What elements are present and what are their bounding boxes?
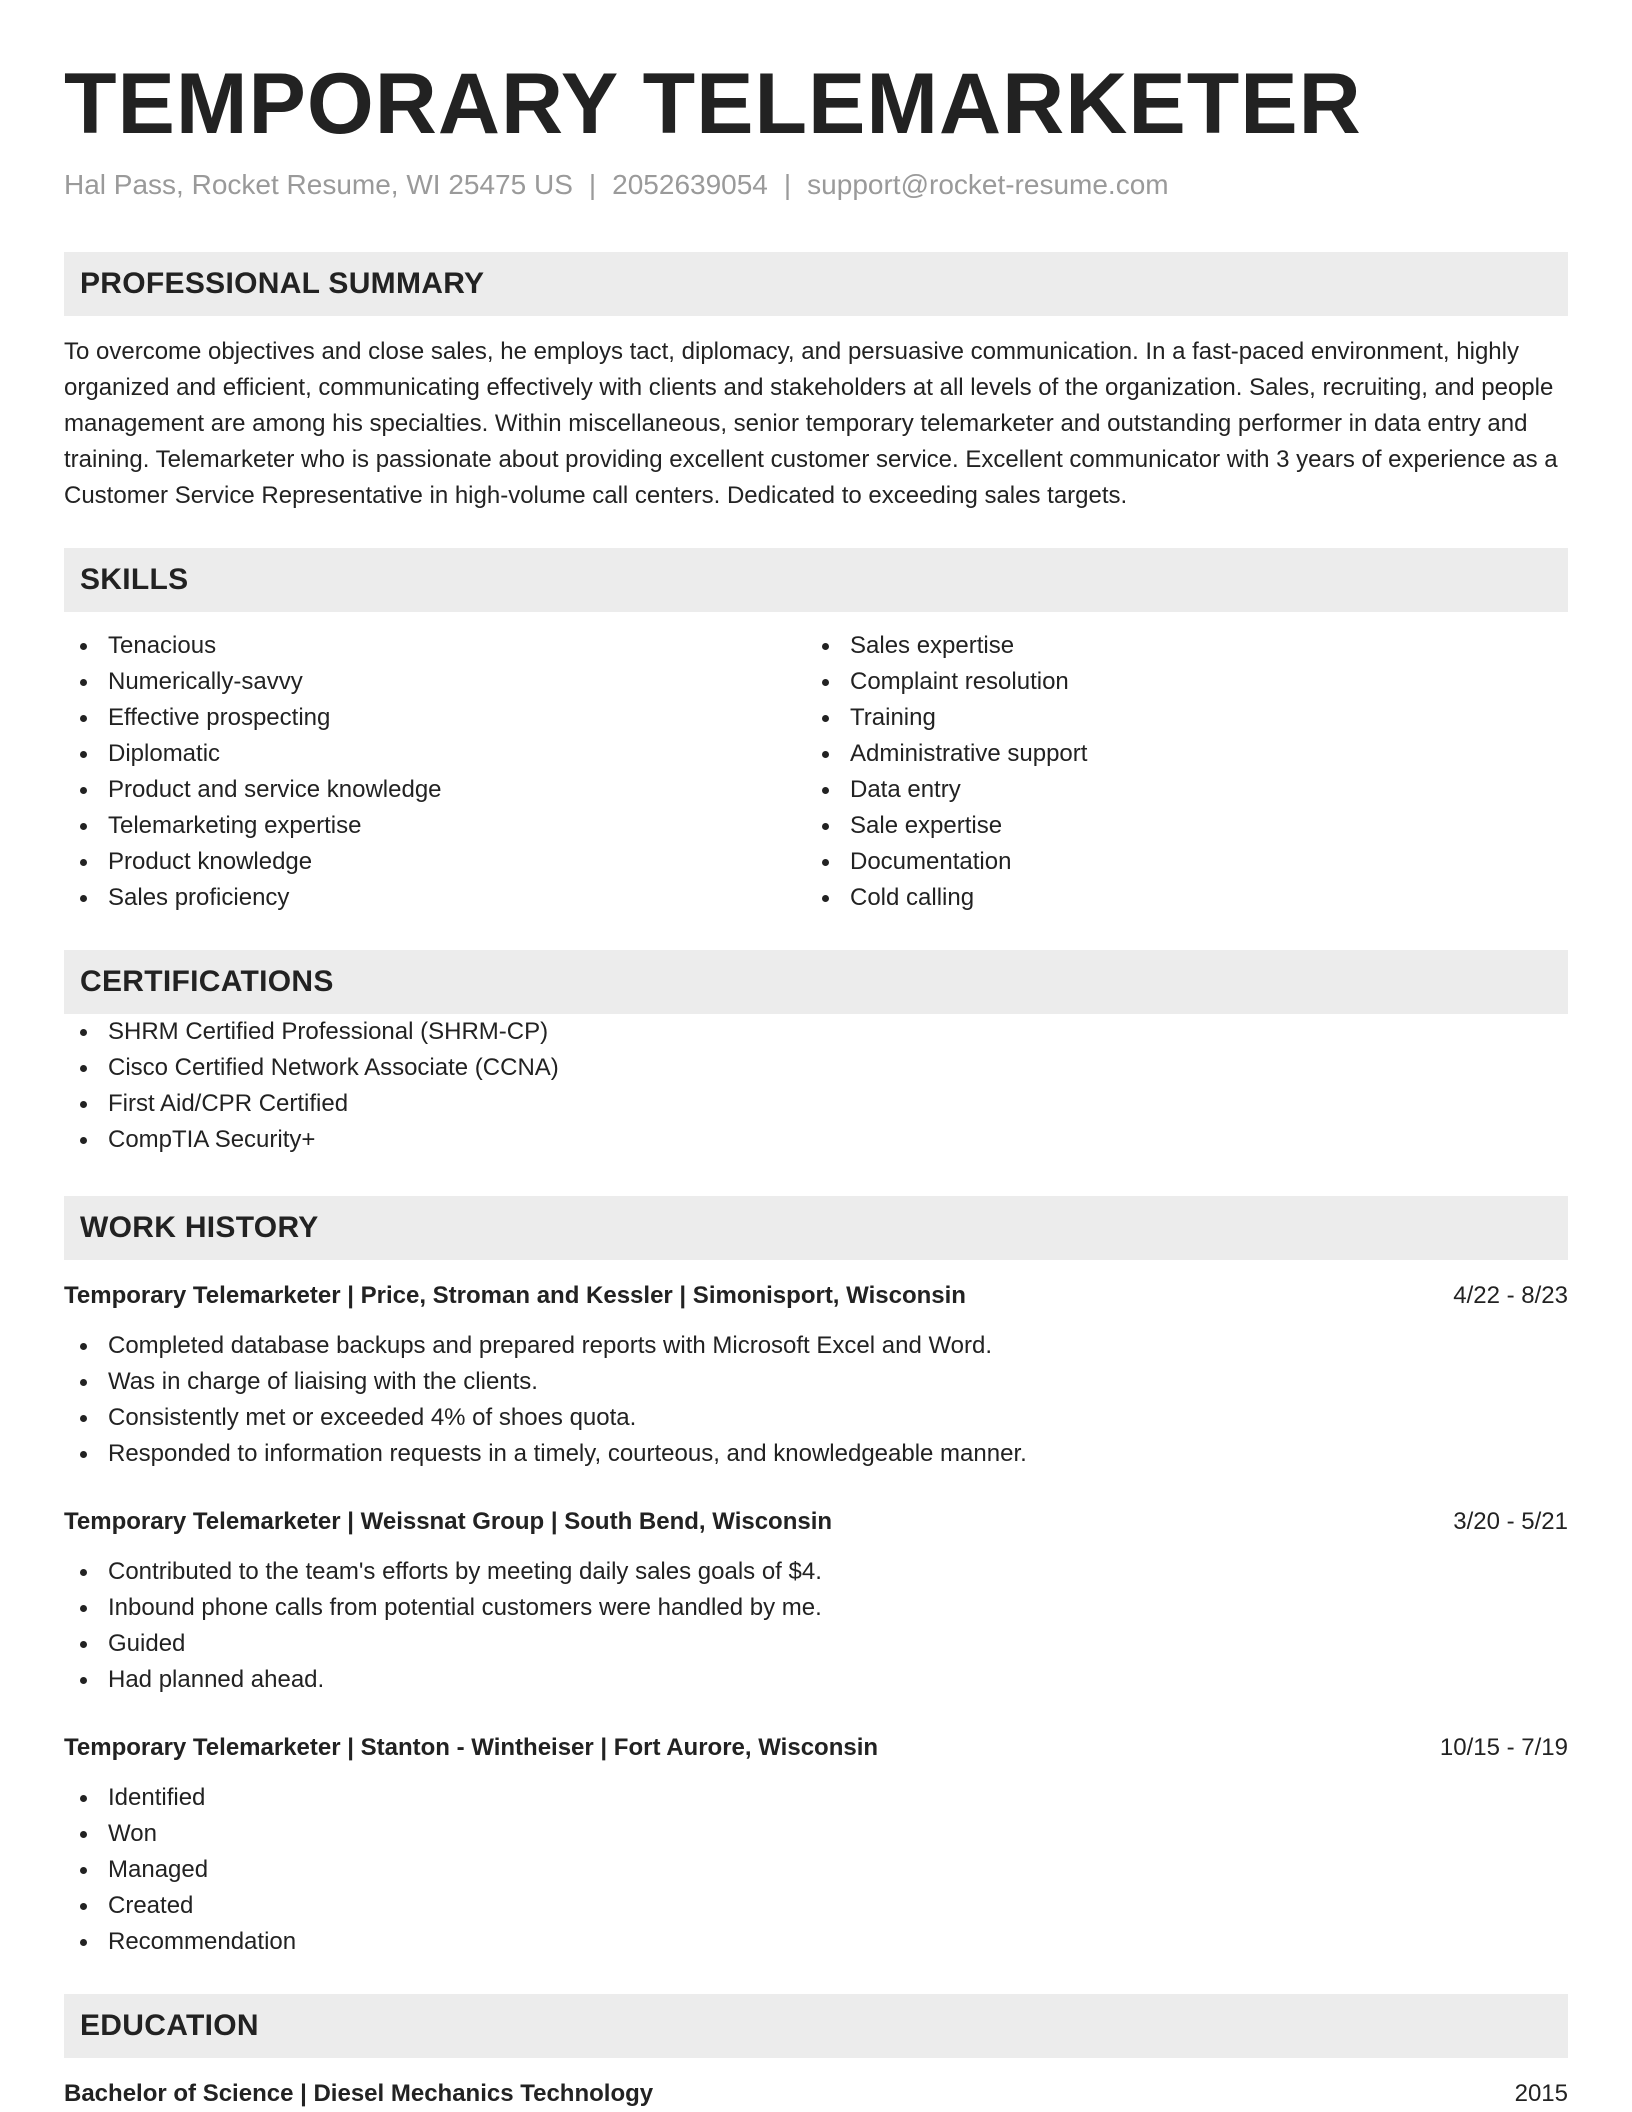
certification-item: SHRM Certified Professional (SHRM-CP) xyxy=(64,1014,1568,1050)
education-entry xyxy=(64,2078,1568,2110)
education-year: 2015 xyxy=(1514,2080,1568,2107)
section-header-certifications: CERTIFICATIONS xyxy=(64,950,1568,1014)
contact-line xyxy=(64,168,1568,202)
skill-item: Numerically-savvy xyxy=(64,664,806,700)
job-dates: 4/22 - 8/23 xyxy=(1453,1282,1568,1309)
job-bullet: Guided xyxy=(64,1626,1568,1662)
skill-item: Diplomatic xyxy=(64,736,806,772)
skill-item: Administrative support xyxy=(806,736,1548,772)
job-bullet: Responded to information requests in a timely, courteous, and knowledgeable manner. xyxy=(64,1436,1568,1472)
skill-item: Effective prospecting xyxy=(64,700,806,736)
certification-item: Cisco Certified Network Associate (CCNA) xyxy=(64,1050,1568,1086)
job-bullet: Was in charge of liaising with the clients. xyxy=(64,1364,1568,1400)
skill-item: Data entry xyxy=(806,772,1548,808)
job-bullet: Created xyxy=(64,1888,1568,1924)
certification-item: CompTIA Security+ xyxy=(64,1122,1568,1158)
skills-list-left xyxy=(64,628,806,916)
job-entry xyxy=(64,1280,1568,1472)
job-dates: 3/20 - 5/21 xyxy=(1453,1508,1568,1535)
section-header-education: EDUCATION xyxy=(64,1994,1568,2058)
skill-item: Tenacious xyxy=(64,628,806,664)
resume-name: TEMPORARY TELEMARKETER xyxy=(64,56,1362,152)
skill-item: Training xyxy=(806,700,1548,736)
skill-item: Complaint resolution xyxy=(806,664,1548,700)
job-bullet: Won xyxy=(64,1816,1568,1852)
skill-item: Product and service knowledge xyxy=(64,772,806,808)
job-bullet: Had planned ahead. xyxy=(64,1662,1568,1698)
job-header xyxy=(64,1280,1568,1312)
section-header-work-history: WORK HISTORY xyxy=(64,1196,1568,1260)
job-bullets xyxy=(64,1328,1568,1472)
job-title: Temporary Telemarketer | Weissnat Group | South Bend, Wisconsin xyxy=(64,1508,833,1535)
skill-item: Sales proficiency xyxy=(64,880,806,916)
contact-email: support@rocket-resume.com xyxy=(807,169,1169,200)
job-title: Temporary Telemarketer | Stanton - Wintheiser | Fort Aurore, Wisconsin xyxy=(64,1734,879,1761)
skill-item: Product knowledge xyxy=(64,844,806,880)
job-entry xyxy=(64,1732,1568,1960)
job-header xyxy=(64,1506,1568,1538)
job-dates: 10/15 - 7/19 xyxy=(1439,1734,1568,1761)
skill-item: Sale expertise xyxy=(806,808,1548,844)
skills-list-right xyxy=(806,628,1548,916)
job-entry xyxy=(64,1506,1568,1698)
job-bullets xyxy=(64,1780,1568,1960)
job-bullets xyxy=(64,1554,1568,1698)
skill-item: Cold calling xyxy=(806,880,1548,916)
skill-item: Sales expertise xyxy=(806,628,1548,664)
skills-column-left xyxy=(64,628,806,916)
skills-column-right xyxy=(806,628,1548,916)
job-header xyxy=(64,1732,1568,1764)
job-bullet: Inbound phone calls from potential customers were handled by me. xyxy=(64,1590,1568,1626)
contact-separator: | xyxy=(783,169,792,200)
job-bullet: Managed xyxy=(64,1852,1568,1888)
job-bullet: Identified xyxy=(64,1780,1568,1816)
section-header-summary: PROFESSIONAL SUMMARY xyxy=(64,252,1568,316)
certification-item: First Aid/CPR Certified xyxy=(64,1086,1568,1122)
contact-address: Hal Pass, Rocket Resume, WI 25475 US xyxy=(64,169,573,200)
contact-separator: | xyxy=(588,169,597,200)
job-bullet: Completed database backups and prepared reports with Microsoft Excel and Word. xyxy=(64,1328,1568,1364)
job-bullet: Contributed to the team's efforts by meeting daily sales goals of $4. xyxy=(64,1554,1568,1590)
skills-grid xyxy=(64,628,1568,916)
job-bullet: Recommendation xyxy=(64,1924,1568,1960)
contact-phone: 2052639054 xyxy=(612,169,768,200)
job-bullet: Consistently met or exceeded 4% of shoes quota. xyxy=(64,1400,1568,1436)
job-title: Temporary Telemarketer | Price, Stroman and Kessler | Simonisport, Wisconsin xyxy=(64,1282,966,1309)
summary-text: To overcome objectives and close sales, he employs tact, diplomacy, and persuasive communication. In a fast-paced environment, highly organized and efficient, communicating effectively with clients and stakeholders at all levels of the organization. Sales, recruiting, and people management are among his specialties. Within miscellaneous, senior temporary telemarketer and outstanding performer in data entry and training. Telemarketer who is passionate about providing excellent customer service. Excellent communicator with 3 years of experience as a Customer Service Representative in high-volume call centers. Dedicated to exceeding sales targets. xyxy=(64,338,1558,509)
skill-item: Telemarketing expertise xyxy=(64,808,806,844)
skill-item: Documentation xyxy=(806,844,1548,880)
certifications-list xyxy=(64,1014,1568,1158)
education-degree: Bachelor of Science | Diesel Mechanics Technology xyxy=(64,2080,654,2107)
section-header-skills: SKILLS xyxy=(64,548,1568,612)
